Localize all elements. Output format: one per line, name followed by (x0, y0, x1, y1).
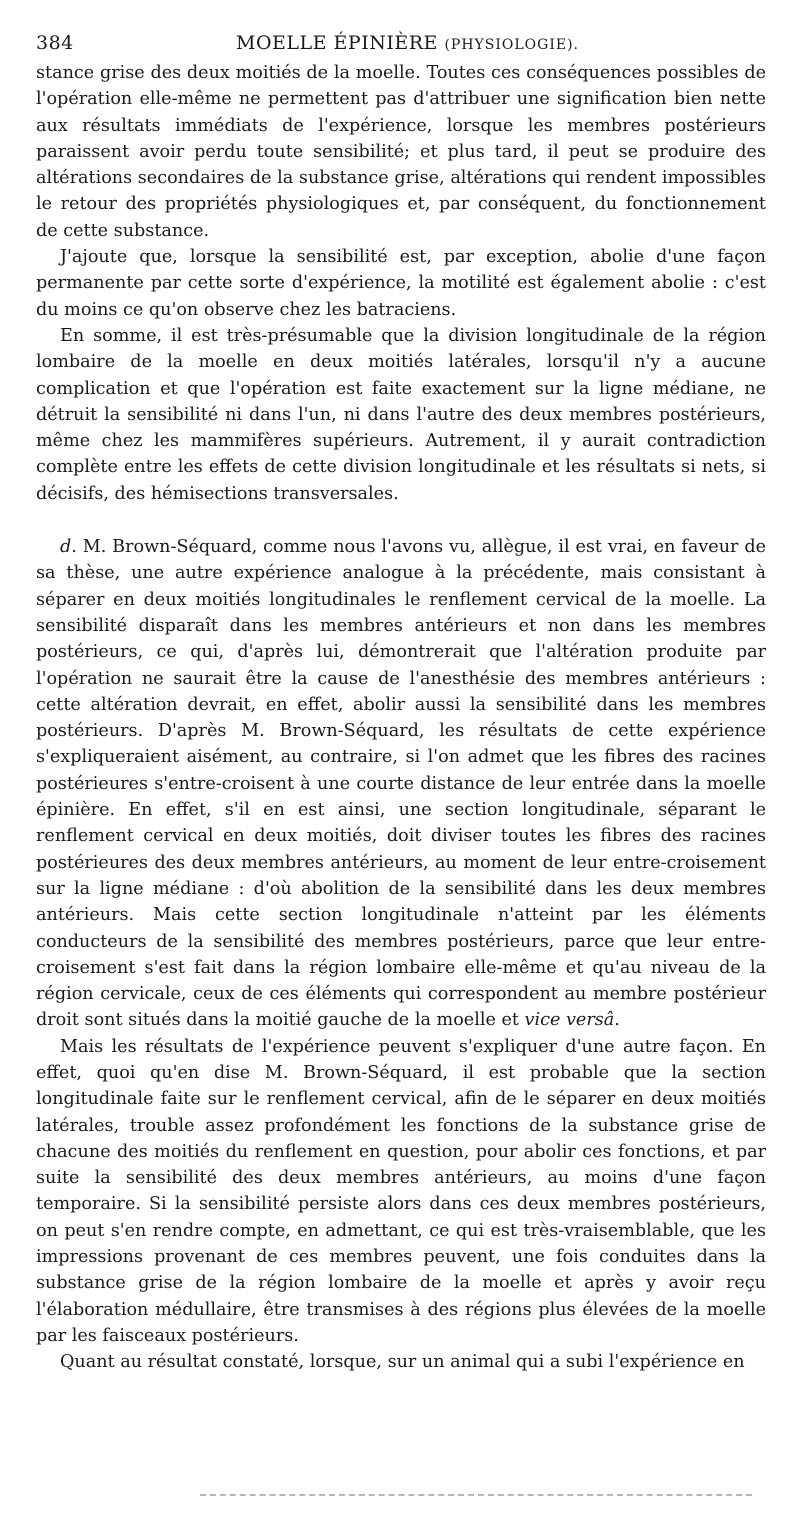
paragraph-6: Quant au résultat constaté, lorsque, sur un animal qui a subi l'expérience en (60, 1352, 745, 1373)
paragraph-3: En somme, il est très-présumable que la division longitudinale de la région lombaire de la moelle en deux moitiés latérales, lorsqu'il n'y a aucune complication et que l'opération est faite exactement sur la ligne médiane, ne détruit la sensibilité ni dans l'un, ni dans l'autre des deux membres postérieurs, même chez les mammifères supérieurs. Autrement, il y aurait contradiction complète entre les effets de cette division longitudinale et les résultats si nets, si décisifs, des hémisections transversales. (36, 325, 766, 504)
running-title-main: MOELLE ÉPINIÈRE (236, 32, 438, 54)
paragraph-4 (36, 534, 766, 1034)
paragraph-5: Mais les résultats de l'expérience peuvent s'expliquer d'une autre façon. En effet, quoi qu'en dise M. Brown-Séquard, il est probable que la section longitudinale faite sur le renflement cervical, afin de le séparer en deux moitiés latérales, trouble assez profondément les fonctions de la substance grise de chacune des moitiés du renflement en question, pour abolir ces fonctions, et par suite la sensibilité des deux membres antérieurs, au moins d'une façon temporaire. Si la sensibilité persiste alors dans ces deux membres postérieurs, on peut s'en rendre compte, en admettant, ce qui est très-vraisemblable, que les impressions provenant de ces membres peuvent, une fois conduites dans la substance grise de la région lombaire de la moelle et après y avoir reçu l'élaboration médullaire, être transmises à des régions plus élevées de la moelle par les faisceaux postérieurs. (36, 1036, 766, 1346)
section-letter: d. (60, 537, 77, 558)
running-header (36, 30, 766, 60)
body-text (36, 60, 766, 1376)
paragraph-4-text: M. Brown-Séquard, comme nous l'avons vu, allègue, il est vrai, en faveur de sa thèse, une autre expérience analogue à la précédente, mais consistant à séparer en deux moitiés longitudinales le renflement cervical de la moelle. La sensibilité disparaît dans les membres antérieurs et non dans les membres postérieurs, ce qui, d'après lui, démontrerait que l'altération produite par l'opération ne saurait être la cause de l'anesthésie des membres antérieurs : cette altération devrait, en effet, abolir aussi la sensibilité dans les membres postérieurs. D'après M. Brown-Séquard, les résultats de cette expérience s'expliqueraient aisément, au contraire, si l'on admet que les fibres des racines postérieures s'entre-croisent à une courte distance de leur entrée dans la moelle épinière. En effet, s'il en est ainsi, une section longitudinale, séparant le renflement cervical en deux moitiés, doit diviser toutes les fibres des racines postérieures des deux membres antérieurs, au moment de leur entre-croisement sur la ligne médiane : d'où abolition de la sensibilité dans les deux membres antérieurs. Mais cette section longitudinale n'atteint par les éléments conducteurs de la sensibilité des membres postérieurs, parce que leur entre-croisement s'est fait dans la région lombaire elle-même et qu'au niveau de la région cervicale, ceux de ces éléments qui correspondent au membre postérieur droit sont situés dans la moitié gauche de la moelle et (36, 537, 766, 1031)
footer-rule (200, 1494, 752, 1496)
book-page (36, 30, 766, 1376)
running-title (236, 32, 579, 54)
paragraph-4-end: . (614, 1010, 620, 1031)
paragraph-2: J'ajoute que, lorsque la sensibilité est, par exception, abolie d'une façon permanente par cette sorte d'expérience, la motilité est également abolie : c'est du moins ce qu'on observe chez les batraciens. (36, 247, 766, 320)
page-number: 384 (36, 32, 74, 54)
italic-phrase: vice versâ (524, 1010, 615, 1031)
paragraph-1: stance grise des deux moitiés de la moelle. Toutes ces conséquences possibles de l'opération elle-même ne permettent pas d'attribuer une signification bien nette aux résultats immédiats de l'expérience, lorsque les membres postérieurs paraissent avoir perdu toute sensibilité; et plus tard, il peut se produire des altérations secondaires de la substance grise, altérations qui rendent impossibles le retour des propriétés physiologiques et, par conséquent, du fonctionnement de cette substance. (36, 63, 766, 241)
running-title-subtitle: (PHYSIOLOGIE). (444, 37, 579, 53)
